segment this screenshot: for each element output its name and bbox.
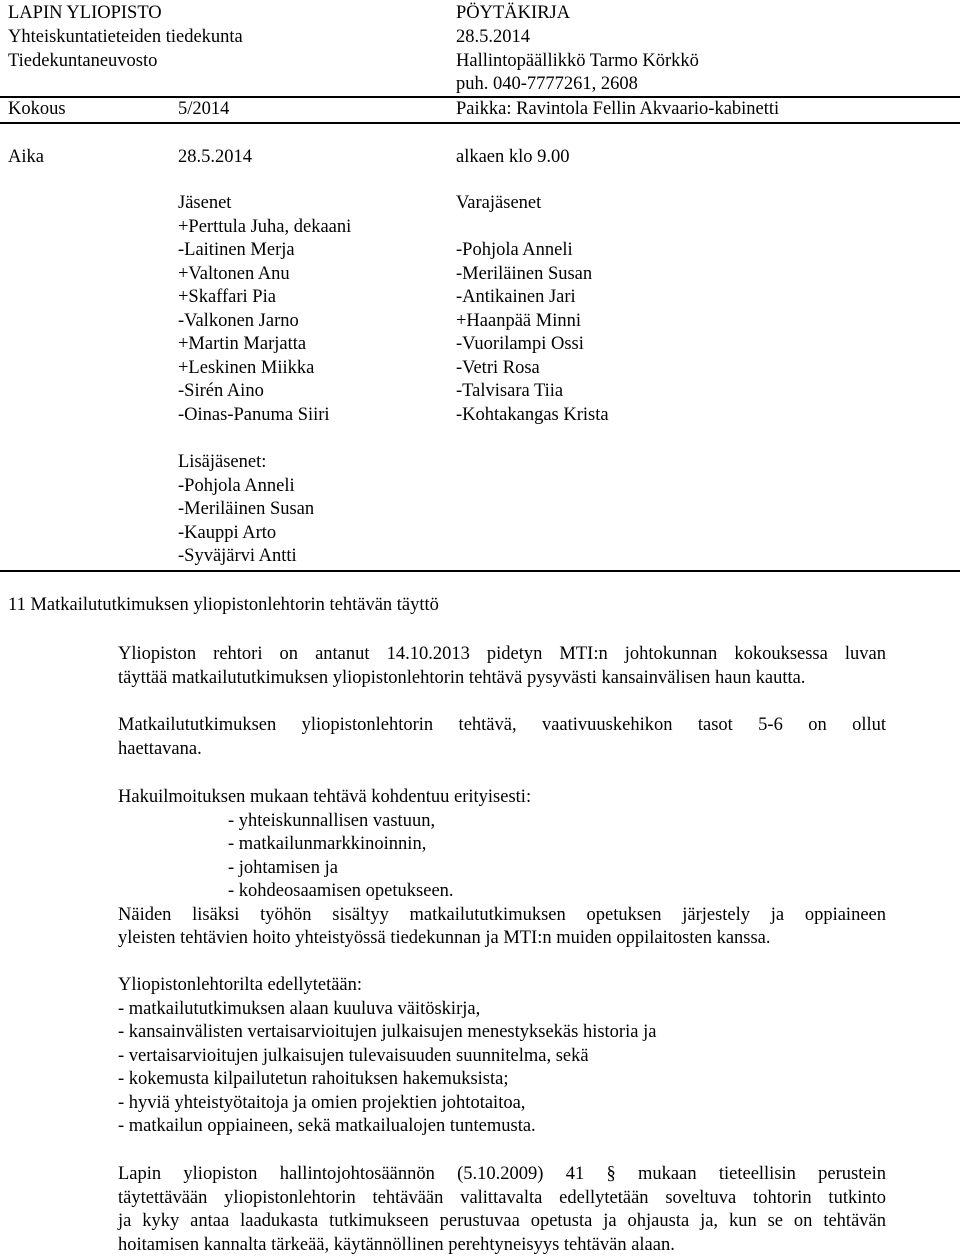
member-item: -Sirén Aino <box>178 381 264 401</box>
member-item: +Martin Marjatta <box>178 334 307 354</box>
member-item: +Skaffari Pia <box>178 287 276 307</box>
paragraph-position <box>118 714 886 761</box>
paragraph-line: Lapin yliopiston hallintojohtosäännön (5.10.2009) 41 § mukaan tieteellisin perustein <box>118 1164 886 1184</box>
list-item: - kokemusta kilpailutetun rahoituksen hakemuksista; <box>118 1069 509 1089</box>
meeting-place: Paikka: Ravintola Fellin Akvaario-kabinetti <box>456 99 780 119</box>
paragraph-line: täytettävään yliopistonlehtorin tehtävään valittavalta edellytetään soveltuva tohtorin tutkinto <box>118 1187 886 1208</box>
member-item: -Laitinen Merja <box>178 240 295 260</box>
list-item: - johtamisen ja <box>228 857 338 878</box>
extra-member-item: -Meriläinen Susan <box>178 499 315 519</box>
start-time: alkaen klo 9.00 <box>456 147 570 167</box>
member-item: -Oinas-Panuma Siiri <box>178 404 330 425</box>
aika-value: 28.5.2014 <box>178 147 252 167</box>
section-title: 11 Matkailututkimuksen yliopistonlehtorin tehtävän täyttö <box>8 595 439 615</box>
paragraph-line: Matkailututkimuksen yliopistonlehtorin tehtävä, vaativuuskehikon tasot 5-6 on ollut <box>118 715 886 735</box>
section-divider <box>0 570 960 572</box>
list-item: - vertaisarvioitujen julkaisujen tulevaisuuden suunnitelma, sekä <box>118 1045 589 1066</box>
paragraph-line: Yliopistonlehtorilta edellytetään: <box>118 975 363 995</box>
aika-label: Aika <box>8 147 44 167</box>
paragraph-line: täyttää matkailututkimuksen yliopistonlehtorin tehtävä pysyvästi kansainvälisen haun kautta. <box>118 667 806 688</box>
members-heading: Jäsenet <box>178 193 232 213</box>
member-item: +Perttula Juha, dekaani <box>178 216 352 237</box>
deputy-item: -Kohtakangas Krista <box>456 404 609 425</box>
deputies-heading: Varajäsenet <box>456 193 542 213</box>
deputy-item: +Haanpää Minni <box>456 310 581 331</box>
list-item: - matkailunmarkkinoinnin, <box>228 834 427 854</box>
paragraph-line: yleisten tehtävien hoito yhteistyössä tiedekunnan ja MTI:n muiden oppilaitosten kanssa. <box>118 928 771 948</box>
list-item: - hyviä yhteistyötaitoja ja omien projektien johtotaitoa, <box>118 1092 526 1113</box>
kokous-label: Kokous <box>8 99 66 119</box>
paragraph-line: Yliopiston rehtori on antanut 14.10.2013 pidetyn MTI:n johtokunnan kokouksessa luvan <box>118 644 886 664</box>
document-date: 28.5.2014 <box>456 27 530 47</box>
extra-members-heading: Lisäjäsenet: <box>178 452 267 472</box>
deputy-item: -Vetri Rosa <box>456 357 540 378</box>
list-item: - matkailun oppiaineen, sekä matkailualojen tuntemusta. <box>118 1116 536 1136</box>
deputy-item: -Talvisara Tiia <box>456 381 564 401</box>
paragraph-permission <box>118 643 886 690</box>
deputies-list <box>456 192 609 427</box>
extra-member-item: -Syväjärvi Antti <box>178 546 297 566</box>
contact-name: Hallintopäällikkö Tarmo Körkkö <box>456 51 699 71</box>
faculty-name: Yhteiskuntatieteiden tiedekunta <box>8 27 243 47</box>
deputy-item: -Vuorilampi Ossi <box>456 334 584 354</box>
paragraph-focus-areas <box>118 786 886 951</box>
member-item: -Valkonen Jarno <box>178 310 299 331</box>
list-item: - kohdeosaamisen opetukseen. <box>228 881 454 901</box>
paragraph-line: ja kyky antaa laadukasta tutkimukseen perustuvaa opetusta ja ohjausta ja, kun se on tehtävän <box>118 1211 886 1231</box>
list-item: - yhteiskunnallisen vastuun, <box>228 810 436 831</box>
extra-member-item: -Pohjola Anneli <box>178 475 295 496</box>
list-item: - kansainvälisten vertaisarvioitujen julkaisujen menestyksekäs historia ja <box>118 1022 657 1042</box>
paragraph-line: haettavana. <box>118 738 202 759</box>
document-type: PÖYTÄKIRJA <box>456 3 571 23</box>
paragraph-line: hoitamisen kannalta tärkeää, käytännöllinen perehtyneisyys tehtävän alaan. <box>118 1234 675 1255</box>
contact-phone: puh. 040-7777261, 2608 <box>456 74 638 94</box>
paragraph-line: Näiden lisäksi työhön sisältyy matkailututkimuksen opetuksen järjestely ja oppiaineen <box>118 904 886 925</box>
extra-members-list <box>178 451 314 569</box>
org-name: LAPIN YLIOPISTO <box>8 3 162 23</box>
kokous-value: 5/2014 <box>178 99 230 119</box>
board-name: Tiedekuntaneuvosto <box>8 51 158 71</box>
list-item: - matkailututkimuksen alaan kuuluva väitöskirja, <box>118 998 481 1019</box>
members-list <box>178 192 351 427</box>
meeting-divider <box>0 122 960 124</box>
paragraph-line: Hakuilmoituksen mukaan tehtävä kohdentuu erityisesti: <box>118 787 532 807</box>
extra-member-item: -Kauppi Arto <box>178 522 277 543</box>
member-item: +Valtonen Anu <box>178 263 290 284</box>
paragraph-regulation <box>118 1163 886 1257</box>
member-item: +Leskinen Miikka <box>178 357 315 378</box>
deputy-item: -Pohjola Anneli <box>456 240 573 260</box>
paragraph-requirements <box>118 974 886 1139</box>
deputy-item: -Meriläinen Susan <box>456 263 593 284</box>
deputy-item: -Antikainen Jari <box>456 287 576 307</box>
